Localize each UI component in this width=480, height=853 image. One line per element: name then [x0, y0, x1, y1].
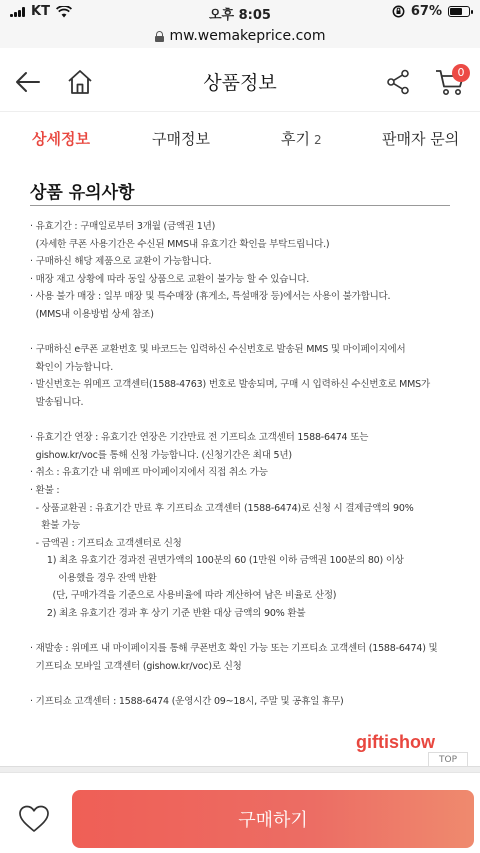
- notice-line: 환불 가능: [30, 520, 81, 532]
- section-title: 상품 유의사항: [30, 183, 135, 203]
- notice-line: (단, 구매가격을 기준으로 사용비율에 따라 계산하여 남은 비율로 산정): [30, 590, 337, 602]
- tab-reviews[interactable]: [281, 128, 322, 149]
- status-right: [392, 4, 470, 19]
- notice-line: 기프티쇼 모바일 고객센터 (gishow.kr/voc)로 신청: [30, 660, 242, 672]
- tab-label: 구매정보: [152, 130, 210, 148]
- section-divider: [30, 205, 450, 206]
- notice-line: 확인이 가능합니다.: [30, 361, 114, 373]
- notice-line: · 재발송 : 위메프 내 마이페이지를 통해 쿠폰번호 확인 가능 또는 기프티쇼 고객센터 (1588-6474) 및: [30, 643, 438, 655]
- tab-label: 상세정보: [32, 130, 90, 148]
- buy-button[interactable]: 구매하기: [72, 790, 474, 848]
- notice-line: · 구매하신 e쿠폰 교환번호 및 바코드는 입력하신 수신번호로 발송된 MMS 및 마이페이지에서: [30, 344, 406, 356]
- status-time: 오후 8:05: [209, 8, 271, 23]
- cart-count-badge: 0: [452, 64, 470, 82]
- heart-icon: [18, 805, 50, 833]
- notice-line: gishow.kr/voc를 통해 신청 가능합니다. (신청기간은 최대 5년): [30, 449, 292, 461]
- url-bar[interactable]: [0, 24, 480, 48]
- notice-line: · 취소 : 유효기간 내 위메프 마이페이지에서 직접 취소 가능: [30, 467, 268, 479]
- scroll-top-button[interactable]: TOP: [428, 752, 468, 766]
- notice-line: · 구매하신 해당 제품으로 교환이 가능합니다.: [30, 256, 212, 268]
- battery-percent: 67%: [410, 4, 442, 19]
- detail-tabs: [0, 116, 480, 160]
- notice-line: (MMS내 이용방법 상세 참조): [30, 308, 154, 320]
- product-notice-section: [0, 160, 480, 772]
- tab-label: 후기: [281, 130, 310, 148]
- review-count: 2: [313, 133, 322, 147]
- notice-line: - 상품교환권 : 유효기간 만료 후 기프티쇼 고객센터 (1588-6474)로 신청 시 결제금액의 90%: [30, 502, 414, 514]
- notice-line: · 기프티쇼 고객센터 : 1588-6474 (운영시간 09~18시, 주말 및 공휴일 휴무): [30, 696, 344, 708]
- bottom-action-bar: [0, 772, 480, 853]
- url-text: mw.wemakeprice.com: [169, 28, 326, 44]
- notice-line: - 금액권 : 기프티쇼 고객센터로 신청: [30, 537, 182, 549]
- notice-line: · 유효기간 : 구매일로부터 3개월 (금액권 1년): [30, 221, 216, 232]
- tab-purchase-info[interactable]: [152, 128, 210, 149]
- notice-line: 2) 최초 유효기간 경과 후 상기 기준 반환 대상 금액의 90% 환불: [30, 608, 306, 620]
- tab-detail[interactable]: [32, 128, 90, 149]
- notice-line: · 유효기간 연장 : 유효기간 연장은 기간만료 전 기프티쇼 고객센터 1588-6474 또는: [30, 432, 369, 444]
- notice-line: 이용했을 경우 잔액 반환: [30, 572, 157, 584]
- notice-spacer: [30, 675, 455, 693]
- notice-list: [30, 218, 455, 711]
- orientation-lock-icon: [392, 5, 405, 18]
- notice-line: · 발신번호는 위메프 고객센터(1588-4763) 번호로 발송되며, 구매 시 입력하신 수신번호로 MMS가: [30, 379, 430, 391]
- notice-spacer: [30, 324, 455, 342]
- share-button[interactable]: [378, 62, 418, 102]
- notice-line: · 매장 재고 상황에 따라 동일 상품으로 교환이 불가능 할 수 있습니다.: [30, 273, 310, 285]
- cart-button[interactable]: [430, 62, 470, 102]
- page-title: 상품정보: [203, 72, 277, 94]
- battery-icon: [448, 6, 470, 17]
- wishlist-button[interactable]: [14, 801, 54, 837]
- share-icon: [386, 69, 410, 95]
- lock-icon: [155, 31, 164, 42]
- notice-spacer: [30, 623, 455, 641]
- notice-spacer: [30, 412, 455, 430]
- app-header: [0, 50, 480, 112]
- tab-seller-inquiry[interactable]: [382, 128, 459, 149]
- carrier-label: KT: [31, 4, 50, 19]
- notice-line: · 사용 불가 매장 : 일부 매장 및 특수매장 (휴게소, 특설매장 등)에서는 사용이 불가합니다.: [30, 291, 391, 303]
- notice-line: (자세한 쿠폰 사용기간은 수신된 MMS내 유효기간 확인을 부탁드립니다.): [30, 238, 330, 250]
- giftishow-logo: giftishow: [356, 732, 435, 752]
- status-bar: [0, 0, 480, 24]
- notice-line: · 환불 :: [30, 484, 60, 496]
- notice-line: 발송됩니다.: [30, 396, 84, 408]
- tab-label: 판매자 문의: [382, 130, 460, 148]
- notice-line: 1) 최초 유효기간 경과전 권면가액의 100분의 60 (1만원 이하 금액권 100분의 80) 이상: [30, 555, 404, 567]
